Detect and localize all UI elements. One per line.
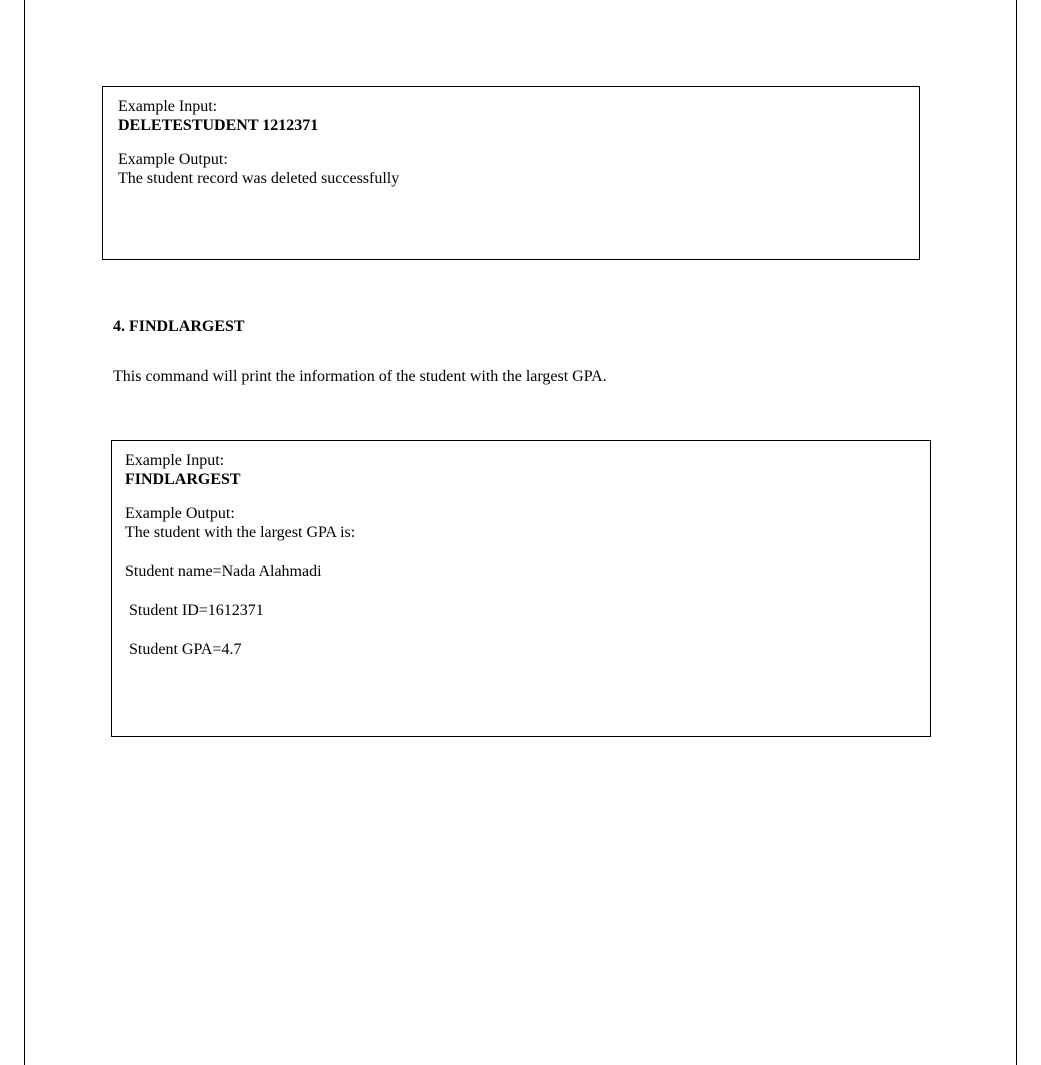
example-output-label: Example Output:	[118, 151, 228, 168]
section-description: This command will print the information of the student with the largest GPA.	[113, 368, 607, 385]
example-input-label: Example Input:	[118, 98, 218, 115]
example-output-line: Student GPA=4.7	[125, 641, 242, 658]
page-right-border	[1016, 0, 1017, 1065]
example-input-label: Example Input:	[125, 452, 225, 469]
example-box-findlargest	[111, 440, 931, 737]
example-output-line: Student ID=1612371	[125, 602, 264, 619]
example-output-line: The student with the largest GPA is:	[125, 524, 356, 541]
example-box-deletestudent	[102, 86, 920, 260]
example-input-command: FINDLARGEST	[125, 471, 241, 488]
section-heading-findlargest: 4. FINDLARGEST	[113, 318, 245, 335]
example-input-command: DELETESTUDENT 1212371	[118, 117, 319, 134]
example-output-label: Example Output:	[125, 505, 235, 522]
page-left-border	[24, 0, 25, 1065]
example-output-line: Student name=Nada Alahmadi	[125, 563, 322, 580]
example-output-line: The student record was deleted successfully	[118, 170, 400, 187]
